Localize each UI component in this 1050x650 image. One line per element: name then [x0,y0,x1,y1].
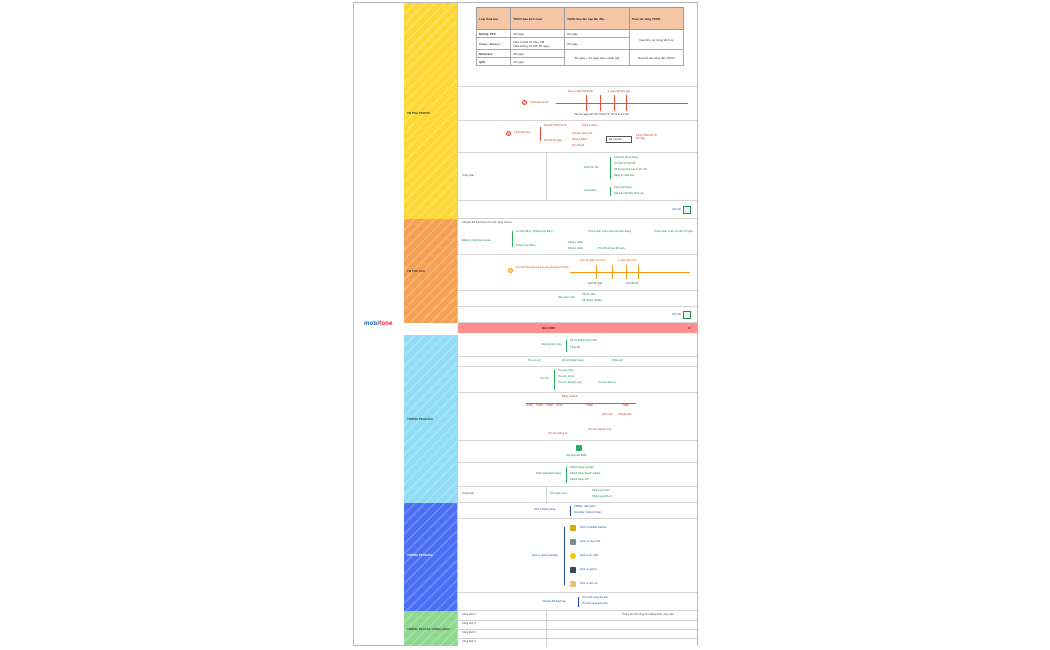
flow2-center: Tài khoản phụ [514,131,531,134]
band-gates [404,611,458,646]
prepaid-flow-3: Trạng thái Lệnh thu hồi Lệnh khoá Lệnh thu hồi tự động Thu hồi do hết KM Số lượng thuê bao bị thu hồi Đăng ký thuê bao Khoá chủ động Khoá do hết KM, thông tin [458,153,697,201]
col-header: TKKD Sau kích hoạt [511,8,565,30]
prepaid-flow-1 [458,87,697,121]
postpaid-flow-tick [612,265,613,279]
gift-icon [570,581,576,587]
contact-bar [458,323,697,333]
postpaid-bracket [512,231,513,247]
postpaid-branch-top: Có hợp đồng / Không hợp đồng [516,230,553,233]
other-row-6: Phân loại khách hàng Khách hàng cá nhân Khách hàng doanh nghiệp Khách hàng VIP [458,463,697,487]
flow3-sep [546,153,547,200]
band-other-info [404,335,458,503]
band-other-info-label: THÔNG TIN KHÁC [407,417,433,421]
phone-icon [576,445,582,451]
other2-bottom: Chuyển đổi thuê bao Trả trước sang trả sau Trả sau sang trả trước [458,593,697,611]
flow2-branch [540,127,541,141]
device-icon [570,567,576,573]
coin-icon [570,553,576,559]
flow2-branch2-a: Chuyển sang chủ [572,132,593,135]
gates-hsep [458,620,697,621]
band-other-info-2 [404,503,458,611]
prepaid-notes-label: Ghi chú [672,208,681,211]
flow2-branch2: Khi hết 60 ngày [544,139,563,142]
flow1-top-right: 1 ngày hết 60 ngày [608,90,631,93]
gates-panel: Cổng lệch 1 Cổng lệch 2 Cổng lệch 3 Cổng lệch 4 Thông tin các cổng lệch đang được cập nhật [458,611,697,647]
prepaid-notes-panel [458,201,697,219]
postpaid-flow-bottom-left: Sau 60 ngày [588,282,603,285]
flow2-right-note: Tăng TKKD số TK 60 ngày [636,134,657,140]
package-table-panel [458,3,697,87]
table-row: Zone+, Zone++ Nếu có KM thì theo KM Nếu không có KM: 60 ngày 60 ngày [477,38,684,50]
band-prepaid-label: TB TRẢ TRƯỚC [407,111,431,115]
postpaid-top-rr: Thanh toán cước nợ trên 15 ngày [654,230,693,233]
flow3-left: Trạng thái [462,174,474,177]
other-row-7: Trạng thái Thời gian xử lý Khiếu nại cước Khiếu nại dịch vụ [458,487,697,503]
flow3-mid-bottom: Lệnh khoá [584,189,597,192]
postpaid-bottom-r1: Khoá 1 chiều [568,241,584,244]
postpaid-top-r: Thanh toán cước theo hoá đơn tháng [588,230,632,233]
flow2-right-box: Đã nạp tiền [606,136,632,143]
contact-bar-num: 15 [687,326,691,330]
flow1-bottom: Sau 60 ngày (khi hết TKKD) thì TB sẽ bị thu hồi [574,113,629,116]
other-row-2: Tra cứu số Hỗ trợ khách hàng Phản ánh [458,357,697,367]
col-header: TKKD Sau lần nạp lần đầu [565,8,630,30]
table-row: MobiQ, PFC 60 ngày 60 ngày Nạp tiền, sử dụng dịch vụ [477,30,684,38]
postpaid-panel-1 [458,219,697,255]
flow1-tick [586,95,587,111]
other-row-1: Đường dây nóng Hỗ trợ khách hàng 24/7 Tổng đài [458,335,697,357]
postpaid-flow-top-left: Sau 30 ngày nợ cước [580,259,606,262]
col-header: Loại thuê bao [477,8,511,30]
notes-icon[interactable] [683,206,691,214]
prepaid-flow-2 [458,121,697,153]
other-row-4: Bảng mã lệnh *101# *102# *090# *111# *999# *098# Gói cước Chuyển đổi Tra cứu thông tin Tra cứu khuyến mại [458,393,697,441]
gates-hsep [458,629,697,630]
notes-icon[interactable] [683,311,691,319]
postpaid-flow-tick [596,265,597,279]
postpaid-flow [458,255,697,291]
table-row: Q3G 30 ngày [477,58,684,66]
postpaid-flow-tick [638,265,639,279]
postpaid-notes-panel [458,307,697,323]
row-sep [546,487,547,502]
flow-node-icon [506,131,511,136]
flow2-branch2-c: Thu hồi số [572,144,585,147]
bracket [566,467,567,483]
table-row: Mobicard 60 ngày 60 ngày + số ngày theo mệnh giá Nạp thẻ để cộng dồn TKKD [477,50,684,58]
flow1-tick [614,95,615,111]
band-other-info-2-label: THÔNG TIN KHÁC [407,553,433,557]
flow-node-icon [522,100,527,105]
postpaid-credit-left: Hạn mức cước [558,296,576,299]
flow2-branch1-r: Khoá 1 chiều [582,124,598,127]
postpaid-branch-bottom: Không hợp đồng [516,244,536,247]
package-table [476,7,684,66]
postpaid-flow-tick [626,265,627,279]
postpaid-flow-line [570,272,690,273]
bracket [566,340,567,352]
band-prepaid [404,3,458,219]
postpaid-bottom-rr: Thu hồi số sau 90 ngày [598,247,625,250]
flow1-center: Tài khoản chính [530,101,549,104]
flow1-tick [600,95,601,111]
postpaid-flow-bottom-right: Thu hồi số [626,282,639,285]
flow1-top-left: Sau 1 ngày TKKD hết [568,90,594,93]
other-row-3: Tra cứu Tra cứu cước Tra cứu số dư Tra cứu khuyến mại Tra cứu dịch vụ [458,367,697,393]
postpaid-notes-label: Ghi chú [672,313,681,316]
postpaid-credit: Hạn mức cước TB cá nhân TB doanh nghiệp [458,291,697,307]
band-postpaid-label: TB TRẢ SAU [407,269,426,273]
flow2-branch2-b: Khoá 2 chiều [572,138,588,141]
bracket [554,370,555,390]
postpaid-flow-center: Thu hồi thuê bao trả sau sau khi khoá 2 chiều [516,266,569,269]
diagram-frame [353,2,698,646]
contact-bar-title: ĐẦU MỐI [542,326,555,330]
flow1-tick [626,95,627,111]
flow3-mid-top: Lệnh thu hồi [584,166,599,169]
other-row-5: Gọi tổng đài 9090 [458,441,697,463]
search-icon [570,525,576,531]
bracket [578,597,579,607]
postpaid-left: Đăng ký thuê bao trả sau [462,239,491,242]
flow2-branch1: Khi hết TKKD chính [544,124,567,127]
postpaid-flow-top-right: 1 ngày tiếp theo [618,259,637,262]
other2-row-1: Hồ sơ khách hàng CMND / Căn cước Hộ chiếu / Giấy tờ khác [458,503,697,519]
car-icon [570,539,576,545]
gates-hsep [458,638,697,639]
band-postpaid [404,219,458,323]
postpaid-header: Chuyển đổi thuê bao trả trước sang trả sau [462,221,512,224]
band-gates-label: THÔNG TIN CÁC CỔNG LỆCH [407,627,450,631]
bracket [570,506,571,516]
col-header: Thao tác tăng TKKD [629,8,683,30]
other2-list: Dịch vụ giá trị gia tăng Dịch vụ Mobile Internet Dịch vụ nhạc chờ Dịch vụ tin nhắn Dịch vụ giải trí Dịch vụ tiện ích [458,519,697,593]
flow-node-icon [508,268,513,273]
postpaid-bottom-r2: Khoá 2 chiều [568,247,584,250]
flow3-bracket [610,157,611,179]
flow1-line [556,103,688,104]
bracket [564,527,565,585]
flow3-bracket [610,187,611,196]
mobifone-logo: mobifone [364,321,393,327]
